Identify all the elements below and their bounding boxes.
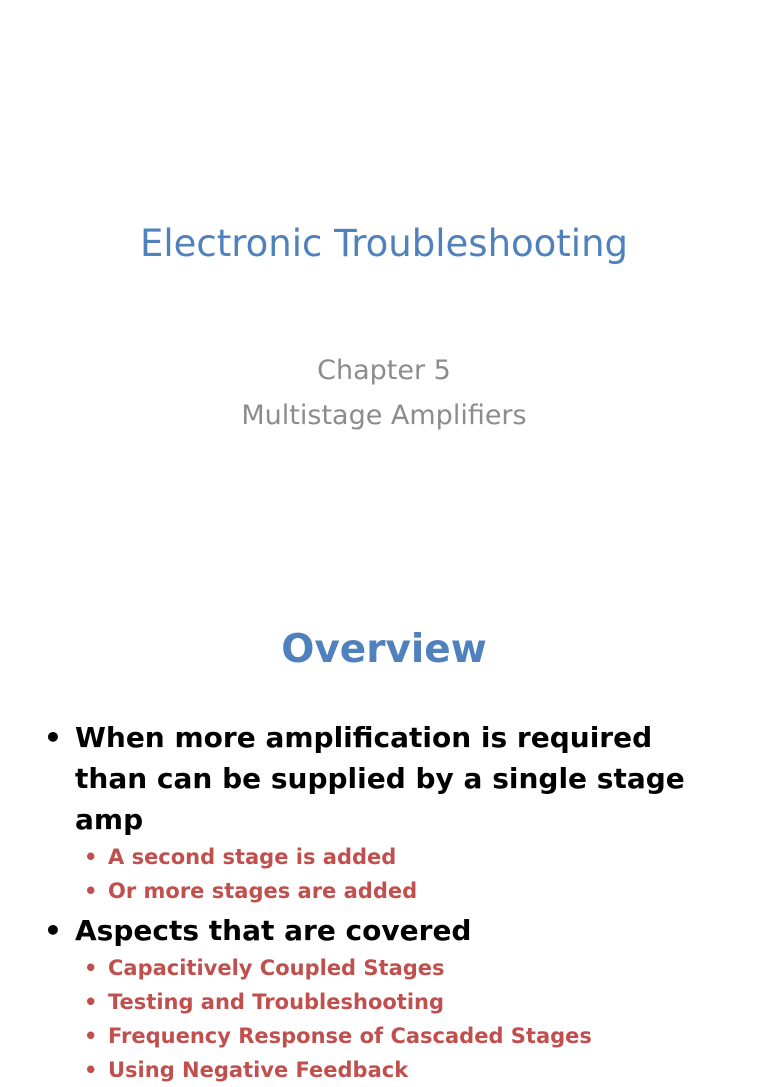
slide-subtitle	[0, 348, 768, 438]
list-item	[0, 1019, 768, 1053]
sub-bullet-text: A second stage is added	[108, 845, 397, 869]
bullet-text: Aspects that are covered	[75, 914, 472, 947]
sub-bullet-text: Frequency Response of Cascaded Stages	[108, 1024, 592, 1048]
sub-list-container	[0, 840, 768, 908]
bullet-dot-icon: •	[84, 990, 98, 1014]
sub-bullet-text: Or more stages are added	[108, 879, 418, 903]
bullet-dot-icon: •	[44, 721, 62, 754]
list-item	[0, 985, 768, 1019]
bullet-dot-icon: •	[84, 845, 98, 869]
bullet-dot-icon: •	[84, 879, 98, 903]
bullet-text: When more amplification is required than can be supplied by a single stage amp	[75, 721, 685, 836]
sub-bullet-list	[0, 840, 768, 908]
overview-slide	[0, 576, 768, 1082]
bullet-list	[0, 717, 768, 1087]
bullet-dot-icon: •	[84, 956, 98, 980]
chapter-name: Multistage Amplifiers	[241, 400, 527, 431]
bullet-dot-icon: •	[44, 914, 62, 947]
sub-bullet-text: Testing and Troubleshooting	[108, 990, 445, 1014]
sub-list-container	[0, 951, 768, 1087]
list-item	[0, 1053, 768, 1087]
list-item	[0, 840, 768, 874]
sub-bullet-text: Using Negative Feedback	[108, 1058, 409, 1082]
bullet-dot-icon: •	[84, 1024, 98, 1048]
bullet-dot-icon: •	[84, 1058, 98, 1082]
chapter-label: Chapter 5	[317, 355, 451, 386]
list-item	[0, 717, 768, 840]
overview-title: Overview	[281, 627, 487, 672]
sub-bullet-text: Capacitively Coupled Stages	[108, 956, 445, 980]
list-item	[0, 910, 768, 951]
sub-bullet-list	[0, 951, 768, 1087]
slide-title: Electronic Troubleshooting	[139, 222, 629, 265]
list-item	[0, 951, 768, 985]
list-item	[0, 874, 768, 908]
